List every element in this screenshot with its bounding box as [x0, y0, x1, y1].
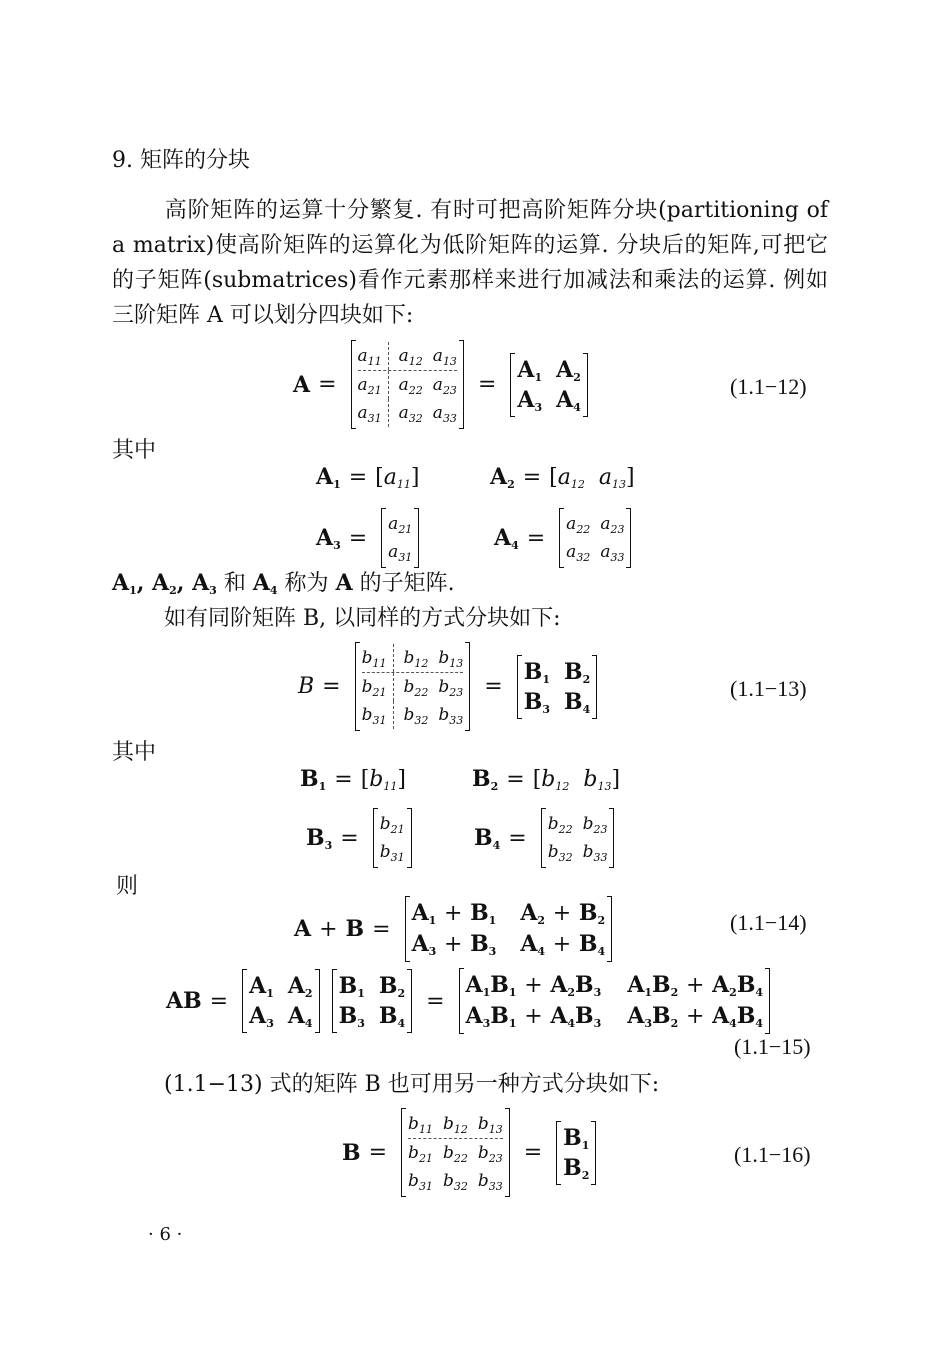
equation-number: (1.1−15)	[734, 1034, 811, 1059]
matrix-b-rowsplit: $b_{11}$ $b_{12}$ $b_{13}$ $b_{21}$ $b_{22}$ $b_{23}$ $b_{31}$ $b_{32}$ $b_{33}$	[401, 1108, 510, 1197]
matrix-product: $A_1B_1 + A_2B_3$ $A_1B_2 + A_2B_4$ $A_3B_1 + A_4B_3$ $A_3B_2 + A_4B_4$	[459, 968, 771, 1034]
submatrix-b1: $B_1$ = [ $b_{11}$ ]	[300, 766, 406, 793]
matrix-sum: $A_1 + B_1$ $A_2 + B_2$ $A_3 + B_3$ $A_4 + B_4$	[405, 896, 613, 962]
paragraph-intro	[112, 193, 828, 333]
equation-number: (1.1−14)	[730, 910, 807, 935]
paragraph-b-intro: 如有同阶矩阵 B, 以同样的方式分块如下:	[164, 606, 561, 631]
paragraph-intro-text: 高阶矩阵的运算十分繁复. 有时可把高阶矩阵分块(partitioning of a matrix)使高阶矩阵的运算化为低阶矩阵的运算. 分块后的矩阵,可把它的子矩阵(submatrices)看作元素那样来进行加减法和乘法的运算. 例如三阶矩阵 A 可以划分四块如下:	[112, 198, 828, 328]
caption-submatrices-a: $A_1$, $A_2$, $A_3$ 和 $A_4$ 称为 A 的子矩阵.	[112, 570, 455, 597]
submatrix-a1: $A_1$ = [ $a_{11}$ ]	[316, 464, 420, 491]
equation-number: (1.1−16)	[734, 1142, 811, 1167]
equation-1-1-14: A + B = $A_1 + B_1$ $A_2 + B_2$ $A_3 + B_3$ $A_4 + B_4$	[294, 896, 618, 962]
equation-1-1-16: B = $b_{11}$ $b_{12}$ $b_{13}$ $b_{21}$ $b_{22}$ $b_{23}$ $b_{31}$ $b_{32}$ $b_{33}$ = $B_1$ $B_2$	[342, 1108, 602, 1197]
submatrix-a3: $A_3$ = $a_{21}$ $a_{31}$	[316, 508, 425, 568]
page-number: · 6 ·	[148, 1224, 183, 1245]
matrix-b-full: $b_{11}$ $b_{12}$ $b_{13}$ $b_{21}$ $b_{22}$ $b_{23}$ $b_{31}$ $b_{32}$ $b_{33}$	[355, 642, 471, 731]
section-title: 9. 矩阵的分块	[112, 148, 250, 173]
equation-1-1-13: B = $b_{11}$ $b_{12}$ $b_{13}$ $b_{21}$ $b_{22}$ $b_{23}$ $b_{31}$ $b_{32}$ $b_{33}$ = $B_1$ $B_2$ $B_3$ $B_4$	[298, 642, 603, 731]
matrix-b-rowblocks: $B_1$ $B_2$	[556, 1121, 596, 1185]
submatrix-a2: $A_2$ = [ $a_{12}$ $a_{13}$ ]	[490, 464, 635, 491]
submatrix-b4: $B_4$ = $b_{22}$ $b_{23}$ $b_{32}$ $b_{33}$	[474, 808, 620, 868]
matrix-b-blocks: $B_1$ $B_2$ $B_3$ $B_4$	[517, 655, 598, 719]
label-qizhong-1: 其中	[112, 438, 157, 463]
paragraph-b-alt: (1.1−13) 式的矩阵 B 也可用另一种方式分块如下:	[164, 1072, 660, 1097]
equation-number: (1.1−13)	[730, 676, 807, 701]
label-ze: 则	[116, 874, 139, 899]
equation-number: (1.1−12)	[730, 374, 807, 399]
matrix-a-blocks: $A_1$ $A_2$ $A_3$ $A_4$	[510, 353, 587, 417]
submatrix-b3: $B_3$ = $b_{21}$ $b_{31}$	[306, 808, 418, 868]
equation-1-1-12: A = $a_{11}$ $a_{12}$ $a_{13}$ $a_{21}$ $a_{22}$ $a_{23}$ $a_{31}$ $a_{32}$ $a_{33}$ = $A_1$ $A_2$ $A_3$ $A_4$	[293, 340, 594, 429]
submatrix-a4: $A_4$ = $a_{22}$ $a_{23}$ $a_{32}$ $a_{33}$	[494, 508, 637, 568]
equation-1-1-15: AB = $A_1$ $A_2$ $A_3$ $A_4$ $B_1$ $B_2$ $B_3$ $B_4$ = $A_1B_1 + A_2B_3$ $A_1B_2 + A_2B_4$ $A_3B_1 + A_4B_3$ $A_3B_2 + A_4B_4$	[166, 968, 776, 1034]
label-qizhong-2: 其中	[112, 740, 157, 765]
matrix-a-full: $a_{11}$ $a_{12}$ $a_{13}$ $a_{21}$ $a_{22}$ $a_{23}$ $a_{31}$ $a_{32}$ $a_{33}$	[351, 340, 464, 429]
submatrix-b2: $B_2$ = [ $b_{12}$ $b_{13}$ ]	[472, 766, 621, 793]
